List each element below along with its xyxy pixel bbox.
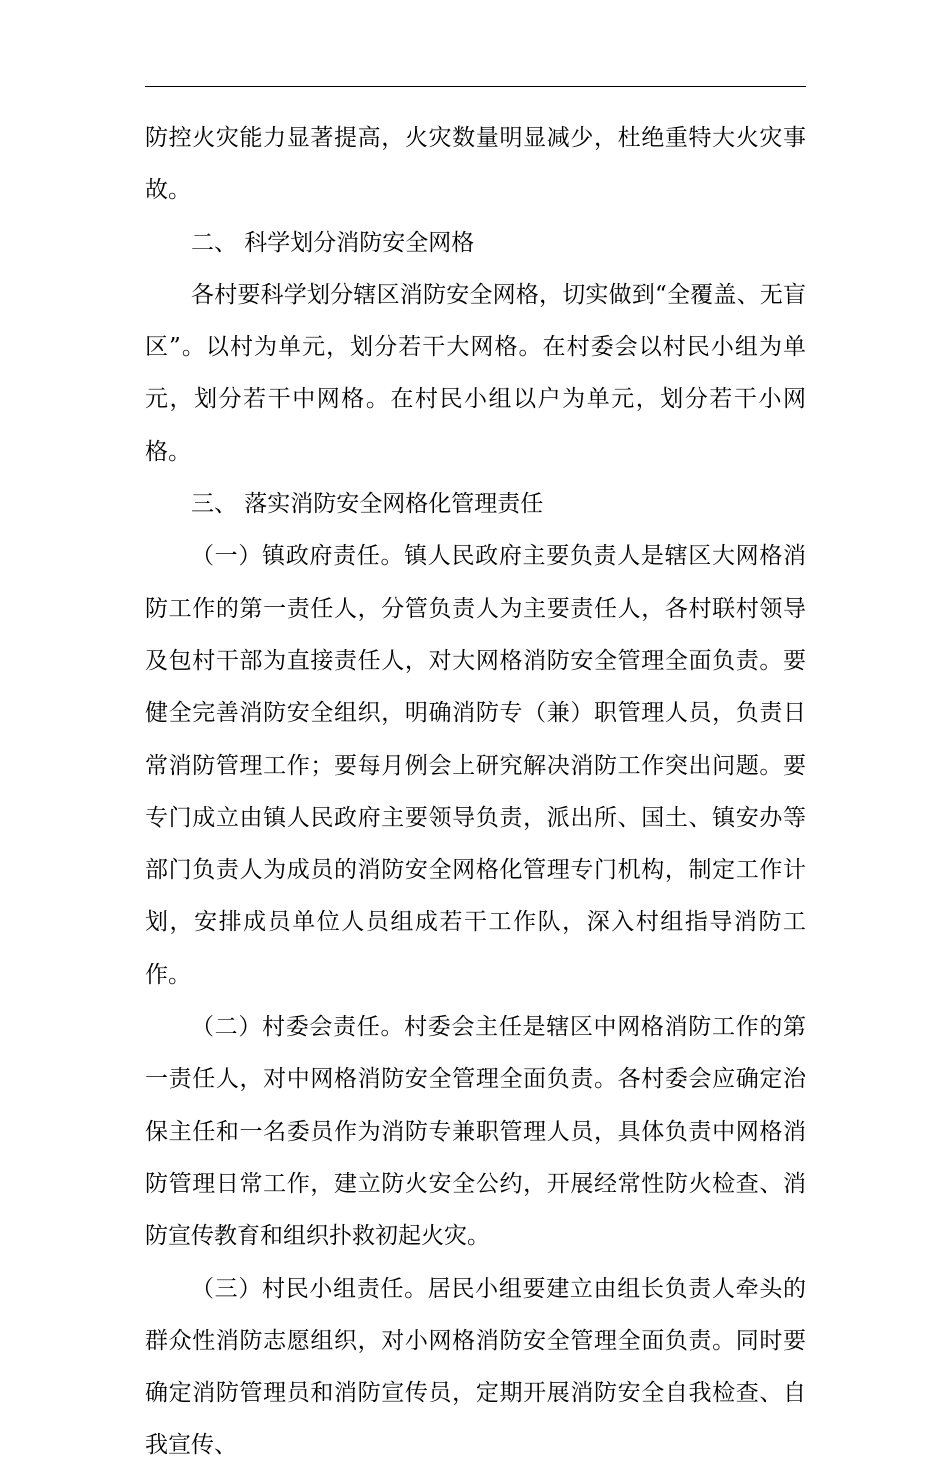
paragraph-continuation: 防控火灾能力显著提高，火灾数量明显减少，杜绝重特大火灾事故。: [145, 125, 806, 204]
paragraph-town-government: （一）镇政府责任。镇人民政府主要负责人是辖区大网格消防工作的第一责任人，分管负责人为主要责任人，各村联村领导及包村干部为直接责任人，对大网格消防安全管理全面负责。要健全完善消防安全组织，明确消防专（兼）职管理人员，负责日常消防管理工作；要每月例会上研究解决消防工作突出问题。要专门成立由镇人民政府主要领导负责，派出所、国土、镇安办等部门负责人为成员的消防安全网格化管理专门机构，制定工作计划，安排成员单位人员组成若干工作队，深入村组指导消防工作。: [145, 543, 806, 988]
section-heading-2: 二、 科学划分消防安全网格: [191, 229, 475, 256]
paragraph-village-committee: （二）村委会责任。村委会主任是辖区中网格消防工作的第一责任人，对中网格消防安全管理全面负责。各村委会应确定治保主任和一名委员作为消防专兼职管理人员，具体负责中网格消防管理日常工作，建立防火安全公约，开展经常性防火检查、消防宣传教育和组织扑救初起火灾。: [145, 1014, 806, 1250]
paragraph-villager-group: （三）村民小组责任。居民小组要建立由组长负责人牵头的群众性消防志愿组织，对小网格消防安全管理全面负责。同时要确定消防管理员和消防宣传员，定期开展消防安全自我检查、自我宣传、: [145, 1275, 806, 1459]
body-text: [145, 112, 806, 1472]
paragraph-grid-division: 各村要科学划分辖区消防安全网格，切实做到“全覆盖、无盲区”。以村为单元，划分若干大网格。在村委会以村民小组为单元，划分若干中网格。在村民小组以户为单元，划分若干小网格。: [145, 281, 806, 465]
section-heading-3: 三、 落实消防安全网格化管理责任: [191, 491, 544, 518]
header-rule: [145, 86, 806, 87]
